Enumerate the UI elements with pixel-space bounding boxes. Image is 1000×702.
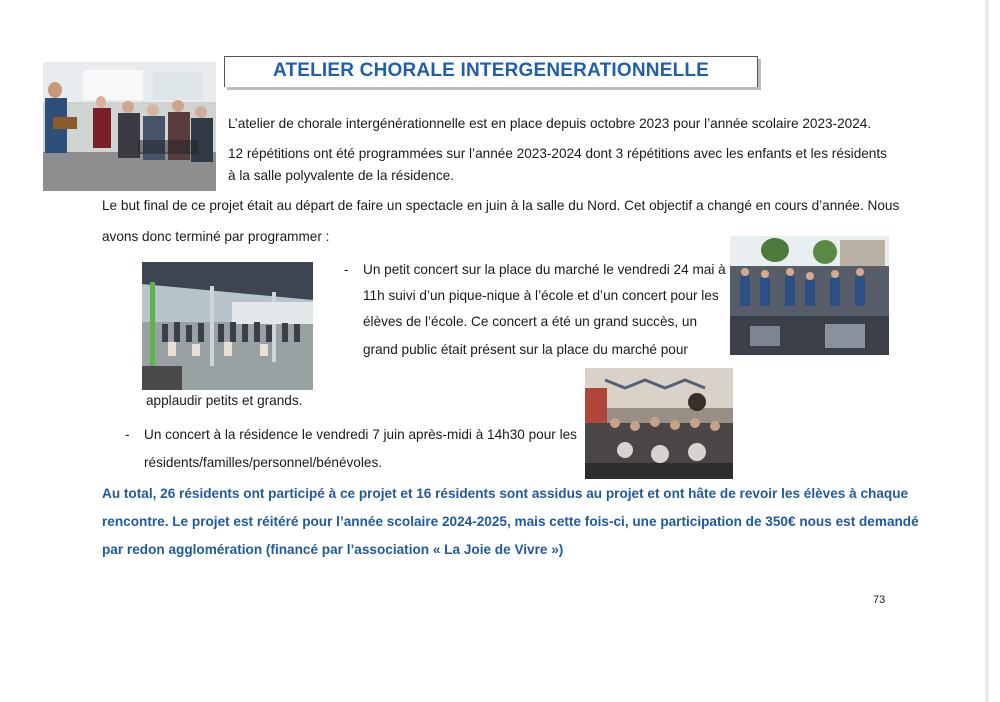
summary-line-3: par redon agglomération (financé par l’association « La Joie de Vivre ») [102, 542, 564, 557]
bullet-2-line-1: Un concert à la résidence le vendredi 7 juin après-midi à 14h30 pour les [144, 427, 577, 442]
bullet-1-line-4: grand public était présent sur la place du marché pour [363, 342, 688, 357]
photo-rehearsal [43, 62, 216, 191]
intro-line-1: L’atelier de chorale intergénérationnelle est en place depuis octobre 2023 pour l’année scolaire 2023-2024. [228, 116, 872, 131]
intro-line-2: 12 répétitions ont été programmées sur l’année 2023-2024 dont 3 répétitions avec les enfants et les résidents [228, 146, 887, 161]
bullet-2-line-2: résidents/familles/personnel/bénévoles. [144, 455, 383, 470]
goal-line-2: avons donc terminé par programmer : [102, 229, 330, 244]
scan-page-edge [985, 0, 989, 702]
intro-line-3: à la salle polyvalente de la résidence. [228, 168, 454, 183]
bullet-1-dash: - [344, 262, 349, 277]
goal-line-1: Le but final de ce projet était au départ de faire un spectacle en juin à la salle du Nord. Cet objectif a changé en cours d’année. Nous [102, 198, 900, 213]
summary-line-1: Au total, 26 résidents ont participé à ce projet et 16 résidents sont assidus au projet et ont hâte de revoir les élèves à chaque [102, 486, 909, 501]
photo-covered-yard [142, 262, 313, 390]
bullet-2-dash: - [125, 427, 130, 442]
photo-market-concert [730, 236, 889, 355]
bullet-1-line-2: 11h suivi d’un pique-nique à l’école et d’un concert pour les [363, 288, 719, 303]
bullet-1-line-1: Un petit concert sur la place du marché le vendredi 24 mai à [363, 262, 726, 277]
bullet-1-line-3: élèves de l’école. Ce concert a été un grand succès, un [363, 314, 698, 329]
bullet-1-line-5: applaudir petits et grands. [146, 393, 303, 408]
summary-line-2: rencontre. Le projet est réitéré pour l’année scolaire 2024-2025, mais cette fois-ci, une participation de 350€ nous est demandé [102, 514, 919, 529]
page-number: 73 [873, 594, 886, 606]
page-title: ATELIER CHORALE INTERGENERATIONNELLE [272, 60, 710, 81]
photo-residence-concert [585, 368, 733, 479]
title-box [224, 56, 758, 87]
